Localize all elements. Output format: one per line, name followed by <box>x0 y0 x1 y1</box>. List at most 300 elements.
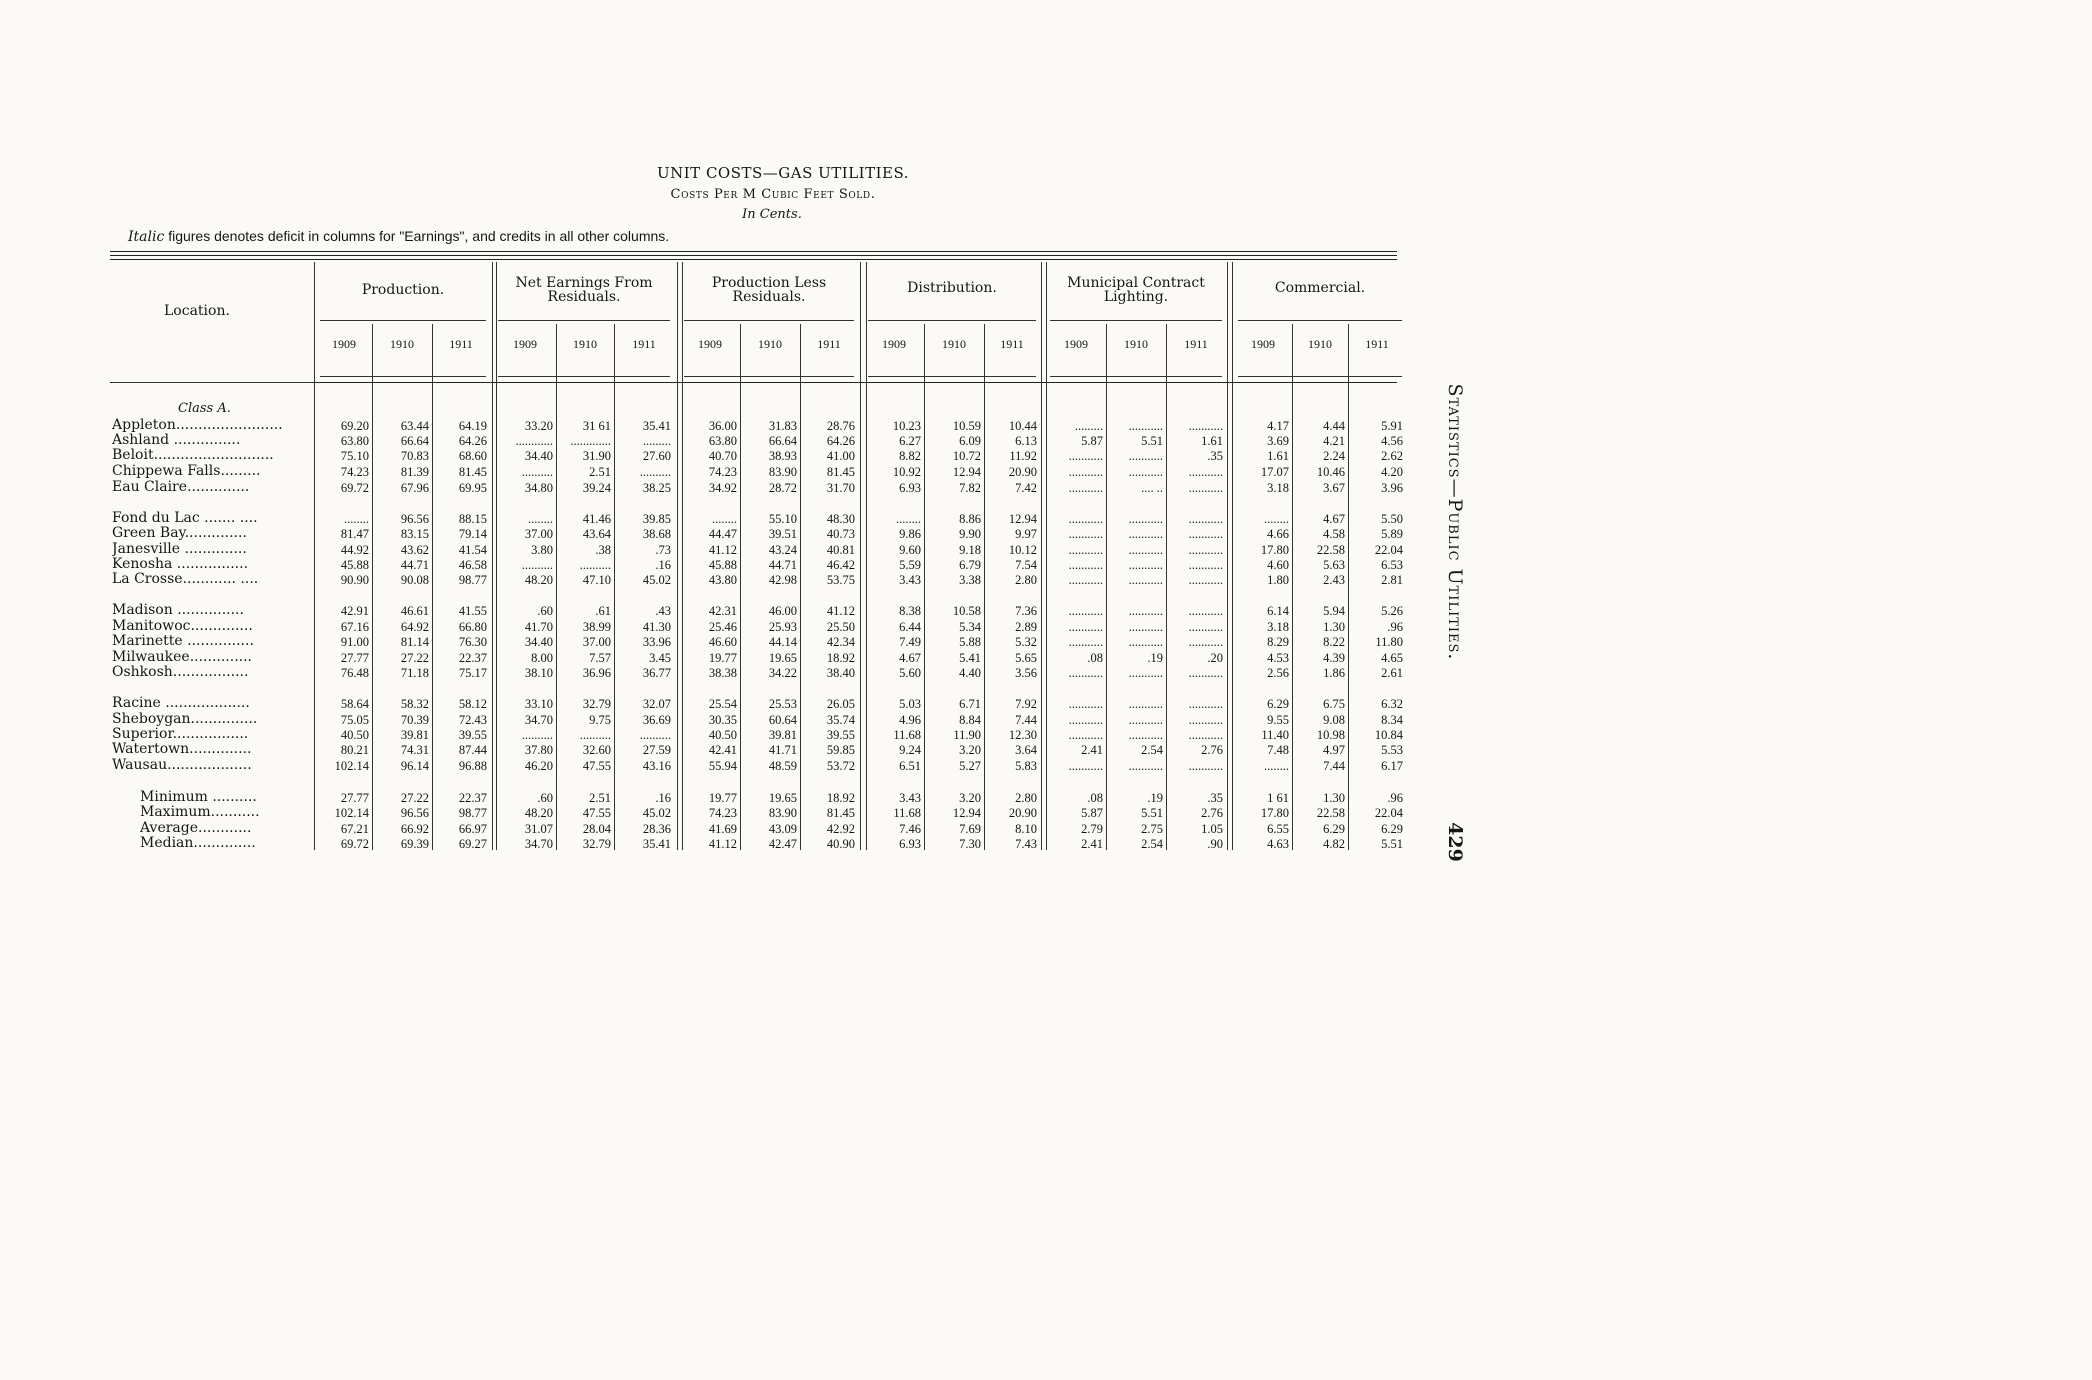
table-cell: 40.90 <box>826 837 855 851</box>
table-cell: 47.55 <box>582 806 611 820</box>
row-location: Ashland ............... <box>112 432 241 448</box>
table-cell: 66.92 <box>400 822 429 836</box>
table-cell: 70.39 <box>400 713 429 727</box>
group-divider-line <box>1227 262 1228 850</box>
table-cell: 96.14 <box>400 759 429 773</box>
table-cell: ........ <box>344 512 369 526</box>
group-divider-line <box>314 262 315 850</box>
table-cell: 4.40 <box>959 666 981 680</box>
table-cell: ........... <box>1128 620 1163 634</box>
table-cell: 91.00 <box>340 635 369 649</box>
row-location: Janesville .............. <box>112 541 247 557</box>
table-cell: 45.88 <box>340 558 369 572</box>
table-cell: 8.86 <box>959 512 981 526</box>
table-cell: 3.43 <box>899 791 921 805</box>
table-cell: ........... <box>1188 527 1223 541</box>
table-cell: 8.84 <box>959 713 981 727</box>
table-cell: ........... <box>1188 543 1223 557</box>
table-cell: 5.60 <box>899 666 921 680</box>
table-cell: 4.65 <box>1381 651 1403 665</box>
table-cell: 2.41 <box>1081 743 1103 757</box>
table-cell: 76.30 <box>458 635 487 649</box>
table-cell: .......... <box>521 558 553 572</box>
table-cell: .19 <box>1147 791 1163 805</box>
table-cell: 3.45 <box>649 651 671 665</box>
year-header: 1909 <box>1251 337 1275 351</box>
row-location: Madison ............... <box>112 602 244 618</box>
group-underline <box>868 320 1036 321</box>
group-divider-line <box>1232 262 1233 850</box>
table-cell: ........... <box>1068 697 1103 711</box>
table-cell: 46.42 <box>826 558 855 572</box>
table-cell: 5.51 <box>1141 806 1163 820</box>
table-cell: 39.51 <box>768 527 797 541</box>
group-underline <box>684 320 854 321</box>
table-cell: 74.31 <box>400 743 429 757</box>
table-cell: 17.07 <box>1260 465 1289 479</box>
table-cell: 9.55 <box>1267 713 1289 727</box>
table-cell: 1.80 <box>1267 573 1289 587</box>
year-underline <box>1050 376 1222 377</box>
table-cell: 4.97 <box>1323 743 1345 757</box>
table-cell: ........... <box>1188 620 1223 634</box>
table-cell: 10.12 <box>1008 543 1037 557</box>
row-location: Kenosha ................ <box>112 556 249 572</box>
table-cell: 1.05 <box>1201 822 1223 836</box>
table-cell: 5.63 <box>1323 558 1345 572</box>
row-location: Median.............. <box>140 835 256 851</box>
year-header: 1909 <box>513 337 537 351</box>
table-cell: 10.23 <box>892 419 921 433</box>
table-cell: .43 <box>655 604 671 618</box>
table-cell: 5.88 <box>959 635 981 649</box>
table-cell: 8.22 <box>1323 635 1345 649</box>
table-cell: 5.89 <box>1381 527 1403 541</box>
year-header: 1911 <box>449 337 473 351</box>
table-cell: 6.93 <box>899 481 921 495</box>
table-cell: ............. <box>570 434 611 448</box>
table-cell: 41.71 <box>768 743 797 757</box>
table-cell: 2.43 <box>1323 573 1345 587</box>
table-cell: 41.12 <box>708 837 737 851</box>
year-header: 1911 <box>1000 337 1024 351</box>
table-cell: 44.92 <box>340 543 369 557</box>
row-location: Marinette ............... <box>112 633 254 649</box>
table-cell: 72.43 <box>458 713 487 727</box>
table-cell: 11.68 <box>893 806 921 820</box>
table-cell: 20.90 <box>1008 806 1037 820</box>
table-cell: 40.50 <box>340 728 369 742</box>
table-cell: 83.90 <box>768 806 797 820</box>
table-cell: ........... <box>1068 573 1103 587</box>
table-cell: ........... <box>1128 573 1163 587</box>
table-cell: .......... <box>639 465 671 479</box>
year-header: 1910 <box>573 337 597 351</box>
table-cell: ........... <box>1128 543 1163 557</box>
table-cell: 7.46 <box>899 822 921 836</box>
table-cell: 46.61 <box>400 604 429 618</box>
table-cell: 5.03 <box>899 697 921 711</box>
table-cell: 41.70 <box>524 620 553 634</box>
table-cell: 8.34 <box>1381 713 1403 727</box>
row-location: Racine ................... <box>112 695 250 711</box>
table-cell: .08 <box>1087 651 1103 665</box>
table-cell: 69.72 <box>340 837 369 851</box>
table-cell: 39.55 <box>826 728 855 742</box>
table-cell: 36.96 <box>582 666 611 680</box>
table-cell: 53.72 <box>826 759 855 773</box>
table-cell: 18.92 <box>826 651 855 665</box>
table-cell: 58.64 <box>340 697 369 711</box>
table-cell: 38.99 <box>582 620 611 634</box>
table-cell: 10.98 <box>1316 728 1345 742</box>
table-cell: ........... <box>1068 635 1103 649</box>
table-cell: 2.51 <box>589 465 611 479</box>
table-cell: 43.64 <box>582 527 611 541</box>
table-cell: 80.21 <box>340 743 369 757</box>
table-cell: ........... <box>1188 604 1223 618</box>
table-cell: 43.80 <box>708 573 737 587</box>
table-cell: 41.46 <box>582 512 611 526</box>
table-cell: 45.02 <box>642 573 671 587</box>
table-cell: 46.58 <box>458 558 487 572</box>
table-cell: ........... <box>1068 558 1103 572</box>
year-header: 1910 <box>758 337 782 351</box>
table-cell: 69.39 <box>400 837 429 851</box>
table-cell: 5.91 <box>1381 419 1403 433</box>
table-cell: 32.07 <box>642 697 671 711</box>
table-cell: 27.77 <box>340 651 369 665</box>
table-cell: 6.27 <box>899 434 921 448</box>
table-cell: 67.96 <box>400 481 429 495</box>
table-cell: 2.89 <box>1015 620 1037 634</box>
row-location: Watertown.............. <box>112 741 252 757</box>
table-cell: 2.79 <box>1081 822 1103 836</box>
table-cell: 9.08 <box>1323 713 1345 727</box>
table-cell: 12.94 <box>952 806 981 820</box>
table-cell: 8.82 <box>899 449 921 463</box>
table-cell: 43.09 <box>768 822 797 836</box>
top-rule-double <box>110 255 1397 256</box>
table-cell: 33.96 <box>642 635 671 649</box>
table-cell: 5.59 <box>899 558 921 572</box>
table-cell: 4.66 <box>1267 527 1289 541</box>
table-cell: 7.57 <box>589 651 611 665</box>
table-cell: 33.10 <box>524 697 553 711</box>
table-cell: 19.77 <box>708 651 737 665</box>
table-cell: 2.51 <box>589 791 611 805</box>
table-cell: .19 <box>1147 651 1163 665</box>
table-cell: 25.93 <box>768 620 797 634</box>
table-cell: 3.56 <box>1015 666 1037 680</box>
table-cell: 75.17 <box>458 666 487 680</box>
table-cell: 35.74 <box>826 713 855 727</box>
table-cell: .......... <box>579 728 611 742</box>
table-cell: 22.37 <box>458 651 487 665</box>
table-cell: .......... <box>521 728 553 742</box>
table-cell: 34.92 <box>708 481 737 495</box>
table-cell: 25.46 <box>708 620 737 634</box>
table-cell: 34.70 <box>524 837 553 851</box>
table-cell: 6.93 <box>899 837 921 851</box>
table-cell: 55.94 <box>708 759 737 773</box>
table-cell: 5.87 <box>1081 434 1103 448</box>
table-cell: 9.60 <box>899 543 921 557</box>
table-cell: 39.81 <box>400 728 429 742</box>
table-cell: 5.27 <box>959 759 981 773</box>
table-cell: 88.15 <box>458 512 487 526</box>
table-cell: ........ <box>1264 512 1289 526</box>
table-cell: ........... <box>1188 481 1223 495</box>
page-number: 429 <box>1444 822 1466 862</box>
table-cell: 39.55 <box>458 728 487 742</box>
table-cell: 9.90 <box>959 527 981 541</box>
table-cell: ........... <box>1068 543 1103 557</box>
table-cell: 32.60 <box>582 743 611 757</box>
table-cell: 3.38 <box>959 573 981 587</box>
year-header: 1909 <box>1064 337 1088 351</box>
table-cell: 5.51 <box>1381 837 1403 851</box>
table-cell: 37.00 <box>524 527 553 541</box>
group-header: Production Less Residuals. <box>711 275 827 305</box>
table-cell: 98.77 <box>458 573 487 587</box>
table-cell: 3.18 <box>1267 481 1289 495</box>
row-location: Superior................. <box>112 726 249 742</box>
table-cell: 4.44 <box>1323 419 1345 433</box>
table-cell: 42.31 <box>708 604 737 618</box>
table-cell: 6.29 <box>1323 822 1345 836</box>
table-cell: 1 61 <box>1267 791 1289 805</box>
table-cell: 79.14 <box>458 527 487 541</box>
row-location: Sheboygan............... <box>112 711 258 727</box>
table-cell: 42.34 <box>826 635 855 649</box>
table-cell: 71.18 <box>400 666 429 680</box>
year-header: 1911 <box>632 337 656 351</box>
table-cell: ........... <box>1128 728 1163 742</box>
table-cell: 11.80 <box>1375 635 1403 649</box>
table-cell: 27.60 <box>642 449 671 463</box>
table-cell: 1.30 <box>1323 791 1345 805</box>
table-cell: 42.41 <box>708 743 737 757</box>
table-cell: ........... <box>1128 713 1163 727</box>
table-cell: 5.83 <box>1015 759 1037 773</box>
table-cell: 5.53 <box>1381 743 1403 757</box>
table-cell: 2.80 <box>1015 573 1037 587</box>
row-location: Wausau................... <box>112 757 252 773</box>
table-cell: 7.42 <box>1015 481 1037 495</box>
group-underline <box>1238 320 1402 321</box>
table-cell: 44.71 <box>768 558 797 572</box>
table-cell: 27.77 <box>340 791 369 805</box>
table-cell: 4.56 <box>1381 434 1403 448</box>
table-cell: 31.83 <box>768 419 797 433</box>
table-cell: 1.30 <box>1323 620 1345 634</box>
table-cell: 17.80 <box>1260 806 1289 820</box>
table-cell: ........... <box>1188 573 1223 587</box>
table-cell: 102.14 <box>334 806 369 820</box>
table-cell: .20 <box>1207 651 1223 665</box>
table-cell: 47.55 <box>582 759 611 773</box>
table-cell: 4.60 <box>1267 558 1289 572</box>
year-header: 1909 <box>332 337 356 351</box>
table-cell: 41.00 <box>826 449 855 463</box>
row-location: La Crosse............ .... <box>112 571 259 587</box>
table-cell: 5.41 <box>959 651 981 665</box>
table-cell: .16 <box>655 558 671 572</box>
table-cell: 4.20 <box>1381 465 1403 479</box>
table-cell: 5.65 <box>1015 651 1037 665</box>
table-cell: 3.69 <box>1267 434 1289 448</box>
table-cell: 7.44 <box>1015 713 1037 727</box>
row-location: Fond du Lac ....... .... <box>112 510 258 526</box>
table-cell: 59.85 <box>826 743 855 757</box>
table-cell: 6.14 <box>1267 604 1289 618</box>
table-cell: ........... <box>1188 558 1223 572</box>
table-cell: 41.55 <box>458 604 487 618</box>
table-cell: 5.87 <box>1081 806 1103 820</box>
table-cell: 25.50 <box>826 620 855 634</box>
table-cell: .61 <box>595 604 611 618</box>
table-cell: 12.30 <box>1008 728 1037 742</box>
table-cell: 7.54 <box>1015 558 1037 572</box>
table-cell: 5.51 <box>1141 434 1163 448</box>
table-cell: .......... <box>639 728 671 742</box>
table-cell: 38.38 <box>708 666 737 680</box>
table-cell: 69.27 <box>458 837 487 851</box>
table-cell: 3.96 <box>1381 481 1403 495</box>
table-cell: 41.12 <box>826 604 855 618</box>
table-cell: 81.14 <box>400 635 429 649</box>
table-cell: ........... <box>1068 728 1103 742</box>
table-cell: ........... <box>1188 759 1223 773</box>
table-cell: 70.83 <box>400 449 429 463</box>
table-cell: ........ <box>528 512 553 526</box>
table-cell: 5.32 <box>1015 635 1037 649</box>
year-header: 1909 <box>882 337 906 351</box>
table-cell: 74.23 <box>708 465 737 479</box>
table-cell: 33.20 <box>524 419 553 433</box>
table-cell: 74.23 <box>708 806 737 820</box>
table-cell: 39.24 <box>582 481 611 495</box>
table-cell: 2.24 <box>1323 449 1345 463</box>
table-cell: 64.19 <box>458 419 487 433</box>
group-underline <box>320 320 486 321</box>
table-cell: 45.02 <box>642 806 671 820</box>
table-cell: 12.94 <box>952 465 981 479</box>
table-cell: 31.70 <box>826 481 855 495</box>
table-cell: 37.00 <box>582 635 611 649</box>
table-cell: 75.05 <box>340 713 369 727</box>
table-cell: ........... <box>1188 697 1223 711</box>
year-header: 1910 <box>1124 337 1148 351</box>
table-cell: 46.00 <box>768 604 797 618</box>
top-rule-triple <box>110 259 1397 260</box>
table-cell: ........... <box>1128 635 1163 649</box>
table-cell: ........... <box>1128 604 1163 618</box>
table-cell: ........... <box>1188 465 1223 479</box>
row-location: Milwaukee.............. <box>112 649 252 665</box>
table-cell: 68.60 <box>458 449 487 463</box>
table-cell: 41.54 <box>458 543 487 557</box>
group-header: Commercial. <box>1274 280 1366 296</box>
table-cell: 48.30 <box>826 512 855 526</box>
group-divider-line <box>860 262 861 850</box>
table-cell: 3.43 <box>899 573 921 587</box>
page-subtitle: Costs Per M Cubic Feet Sold. <box>670 187 876 202</box>
year-header: 1911 <box>1184 337 1208 351</box>
table-cell: ............ <box>515 434 553 448</box>
table-cell: 6.44 <box>899 620 921 634</box>
table-cell: 46.60 <box>708 635 737 649</box>
table-cell: 5.94 <box>1323 604 1345 618</box>
table-cell: ........ <box>712 512 737 526</box>
table-cell: .... .. <box>1141 481 1163 495</box>
table-cell: 2.54 <box>1141 837 1163 851</box>
table-cell: 36.69 <box>642 713 671 727</box>
row-location: Eau Claire.............. <box>112 479 250 495</box>
page-title: UNIT COSTS—GAS UTILITIES. <box>656 164 909 182</box>
row-location: Minimum .......... <box>140 789 257 805</box>
table-cell: 2.56 <box>1267 666 1289 680</box>
table-cell: 46.20 <box>524 759 553 773</box>
table-cell: 7.69 <box>959 822 981 836</box>
table-cell: 81.45 <box>826 806 855 820</box>
table-cell: 60.64 <box>768 713 797 727</box>
table-cell: 9.24 <box>899 743 921 757</box>
table-cell: ........ <box>896 512 921 526</box>
table-cell: 6.29 <box>1381 822 1403 836</box>
table-cell: 6.75 <box>1323 697 1345 711</box>
table-cell: 32.79 <box>582 697 611 711</box>
table-cell: 81.45 <box>458 465 487 479</box>
italic-note-text: figures denotes deficit in columns for "Earnings", and credits in all other columns. <box>164 228 670 244</box>
table-cell: 5.34 <box>959 620 981 634</box>
table-cell: 10.46 <box>1316 465 1345 479</box>
table-cell: ........... <box>1068 604 1103 618</box>
table-cell: 83.90 <box>768 465 797 479</box>
table-cell: 10.59 <box>952 419 981 433</box>
table-cell: 67.21 <box>340 822 369 836</box>
table-cell: 96.88 <box>458 759 487 773</box>
table-cell: 27.22 <box>400 651 429 665</box>
table-cell: ........... <box>1068 449 1103 463</box>
table-cell: 90.08 <box>400 573 429 587</box>
table-cell: 6.71 <box>959 697 981 711</box>
table-cell: 66.97 <box>458 822 487 836</box>
table-cell: ........... <box>1068 759 1103 773</box>
table-cell: 1.86 <box>1323 666 1345 680</box>
table-cell: 9.97 <box>1015 527 1037 541</box>
table-cell: 4.39 <box>1323 651 1345 665</box>
table-cell: 11.68 <box>893 728 921 742</box>
table-cell: ........... <box>1188 666 1223 680</box>
year-underline <box>1238 376 1402 377</box>
table-cell: ........... <box>1128 527 1163 541</box>
table-cell: 58.12 <box>458 697 487 711</box>
table-cell: 10.92 <box>892 465 921 479</box>
table-cell: .35 <box>1207 449 1223 463</box>
table-cell: 34.22 <box>768 666 797 680</box>
table-cell: 10.58 <box>952 604 981 618</box>
table-cell: 3.18 <box>1267 620 1289 634</box>
table-cell: 66.80 <box>458 620 487 634</box>
table-cell: 4.67 <box>1323 512 1345 526</box>
row-location: Average............ <box>140 820 252 836</box>
table-cell: 6.29 <box>1267 697 1289 711</box>
table-cell: 22.04 <box>1374 806 1403 820</box>
table-cell: 4.58 <box>1323 527 1345 541</box>
table-cell: 9.18 <box>959 543 981 557</box>
